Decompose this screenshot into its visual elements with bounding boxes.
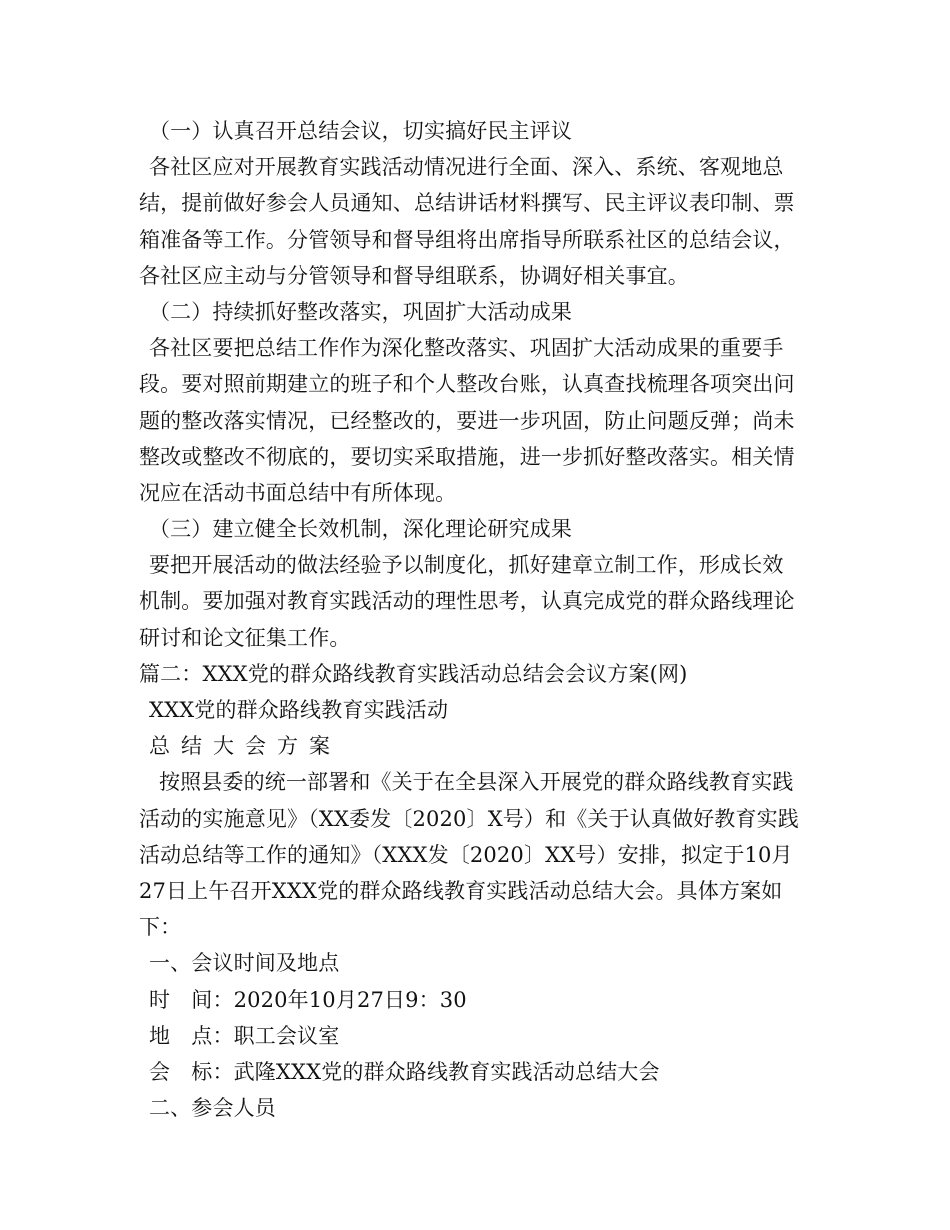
plan-subtitle: 总结大会方案 [149, 734, 341, 759]
paragraph-line: 各社区应主动与分管领导和督导组联系，协调好相关事宜。 [139, 263, 689, 288]
paragraph-line: 段。要对照前期建立的班子和个人整改台账，认真查找梳理各项突出问 [139, 372, 795, 397]
document-body [139, 113, 819, 1126]
paragraph-line: 按照县委的统一部署和《关于在全县深入开展党的群众路线教育实践 [159, 770, 794, 795]
section-heading-attendees: 二、参会人员 [149, 1096, 276, 1121]
meeting-banner: 会 标：武隆XXX党的群众路线教育实践活动总结大会 [149, 1059, 660, 1084]
paragraph-line: 各社区应对开展教育实践活动情况进行全面、深入、系统、客观地总 [149, 155, 784, 180]
section-heading-1: （一）认真召开总结会议，切实搞好民主评议 [149, 119, 572, 143]
paragraph-line: 研讨和论文征集工作。 [139, 625, 351, 650]
paragraph-line: 整改或整改不彻底的，要切实采取措施，进一步抓好整改落实。相关情 [139, 444, 795, 469]
section-heading-meeting-time: 一、会议时间及地点 [149, 951, 340, 976]
section-heading-3: （三）建立健全长效机制，深化理论研究成果 [149, 517, 572, 542]
paragraph-line: 下： [139, 915, 182, 940]
paragraph-line: 箱准备等工作。分管领导和督导组将出席指导所联系社区的总结会议， [139, 227, 795, 252]
plan-title: XXX党的群众路线教育实践活动 [149, 698, 449, 722]
meeting-location: 地 点：职工会议室 [149, 1023, 340, 1048]
section-heading-2: （二）持续抓好整改落实，巩固扩大活动成果 [149, 299, 572, 324]
paragraph-line: 况应在活动书面总结中有所体现。 [139, 480, 457, 505]
paragraph-line: 活动的实施意见》（XX委发〔2020〕X号）和《关于认真做好教育实践 [139, 806, 799, 831]
paragraph-line: 机制。要加强对教育实践活动的理性思考，认真完成党的群众路线理论 [139, 589, 795, 614]
paragraph-line: 题的整改落实情况，已经整改的，要进一步巩固，防止问题反弹；尚未 [139, 408, 795, 433]
paragraph-line: 活动总结等工作的通知》（XXX发〔2020〕XX号）安排，拟定于10月 [139, 842, 793, 867]
paragraph-line: 要把开展活动的做法经验予以制度化，抓好建章立制工作，形成长效 [149, 553, 784, 578]
meeting-time: 时 间：2020年10月27日9：30 [149, 987, 467, 1012]
paragraph-line: 各社区要把总结工作作为深化整改落实、巩固扩大活动成果的重要手 [149, 336, 784, 361]
paragraph-line: 27日上午召开XXX党的群众路线教育实践活动总结大会。具体方案如 [139, 878, 783, 903]
paragraph-line: 结，提前做好参会人员通知、总结讲话材料撰写、民主评议表印制、票 [139, 191, 795, 216]
article-title: 篇二：XXX党的群众路线教育实践活动总结会会议方案(网) [139, 661, 688, 686]
